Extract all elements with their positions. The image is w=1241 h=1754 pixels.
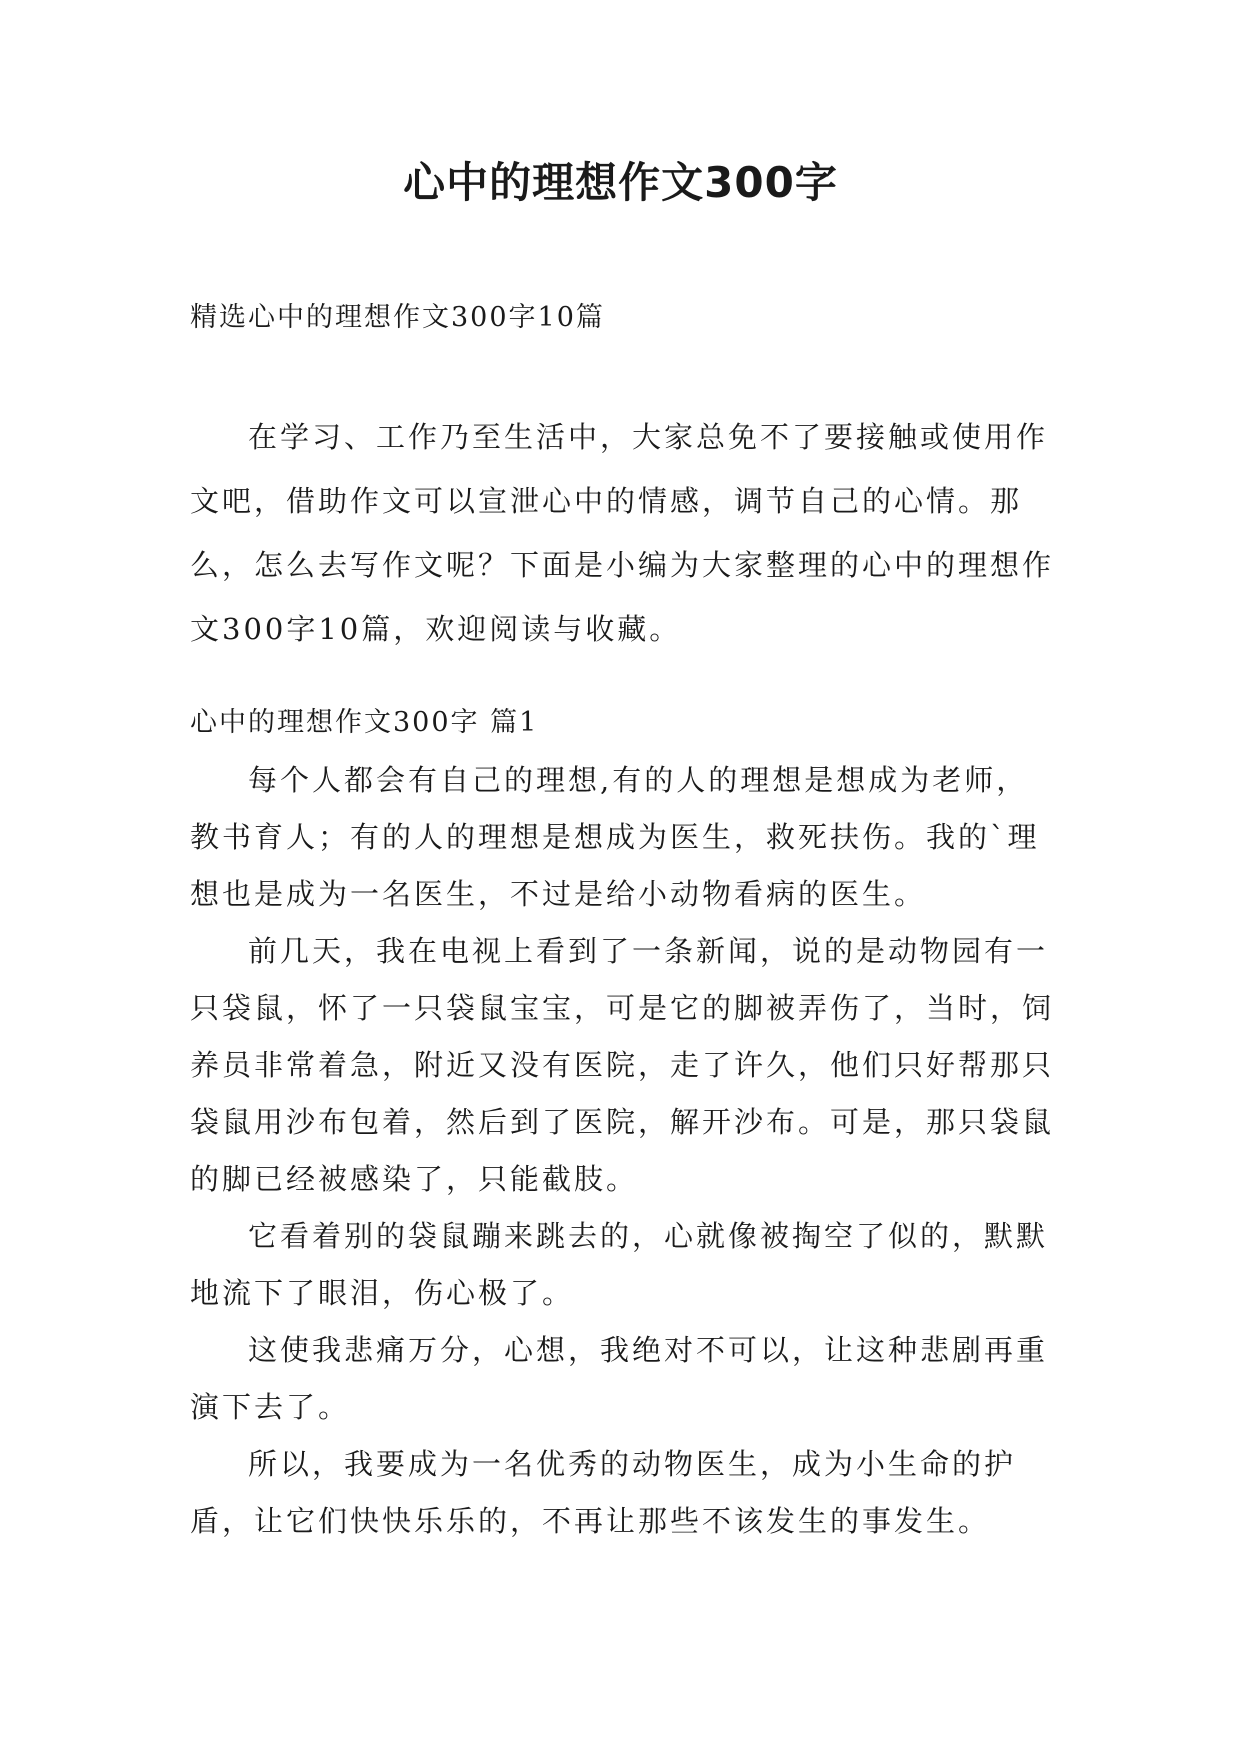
document-subtitle: 精选心中的理想作文300字10篇	[190, 302, 605, 333]
intro-paragraph: 在学习、工作乃至生活中，大家总免不了要接触或使用作文吧，借助作文可以宣泄心中的情感，调节自己的心情。那么，怎么去写作文呢？下面是小编为大家整理的心中的理想作文300字10篇，欢迎阅读与收藏。	[190, 420, 1055, 646]
section-heading: 心中的理想作文300字 篇1	[190, 707, 539, 738]
document-title: 心中的理想作文300字	[403, 158, 838, 207]
body-paragraph: 它看着别的袋鼠蹦来跳去的，心就像被掏空了似的，默默地流下了眼泪，伤心极了。	[190, 1219, 1049, 1310]
body-paragraph: 每个人都会有自己的理想,有的人的理想是想成为老师，教书育人；有的人的理想是想成为医生，救死扶伤。我的`理想也是成为一名医生，不过是给小动物看病的医生。	[190, 763, 1040, 911]
body-paragraph: 前几天，我在电视上看到了一条新闻，说的是动物园有一只袋鼠，怀了一只袋鼠宝宝，可是它的脚被弄伤了，当时，饲养员非常着急，附近又没有医院，走了许久，他们只好帮那只袋鼠用沙布包着，然后到了医院，解开沙布。可是，那只袋鼠的脚已经被感染了，只能截肢。	[190, 934, 1055, 1196]
body-paragraph: 这使我悲痛万分，心想，我绝对不可以，让这种悲剧再重演下去了。	[190, 1333, 1049, 1424]
body-paragraph: 所以，我要成为一名优秀的动物医生，成为小生命的护盾，让它们快快乐乐的，不再让那些不该发生的事发生。	[190, 1447, 1017, 1538]
section-body	[190, 752, 1060, 1550]
